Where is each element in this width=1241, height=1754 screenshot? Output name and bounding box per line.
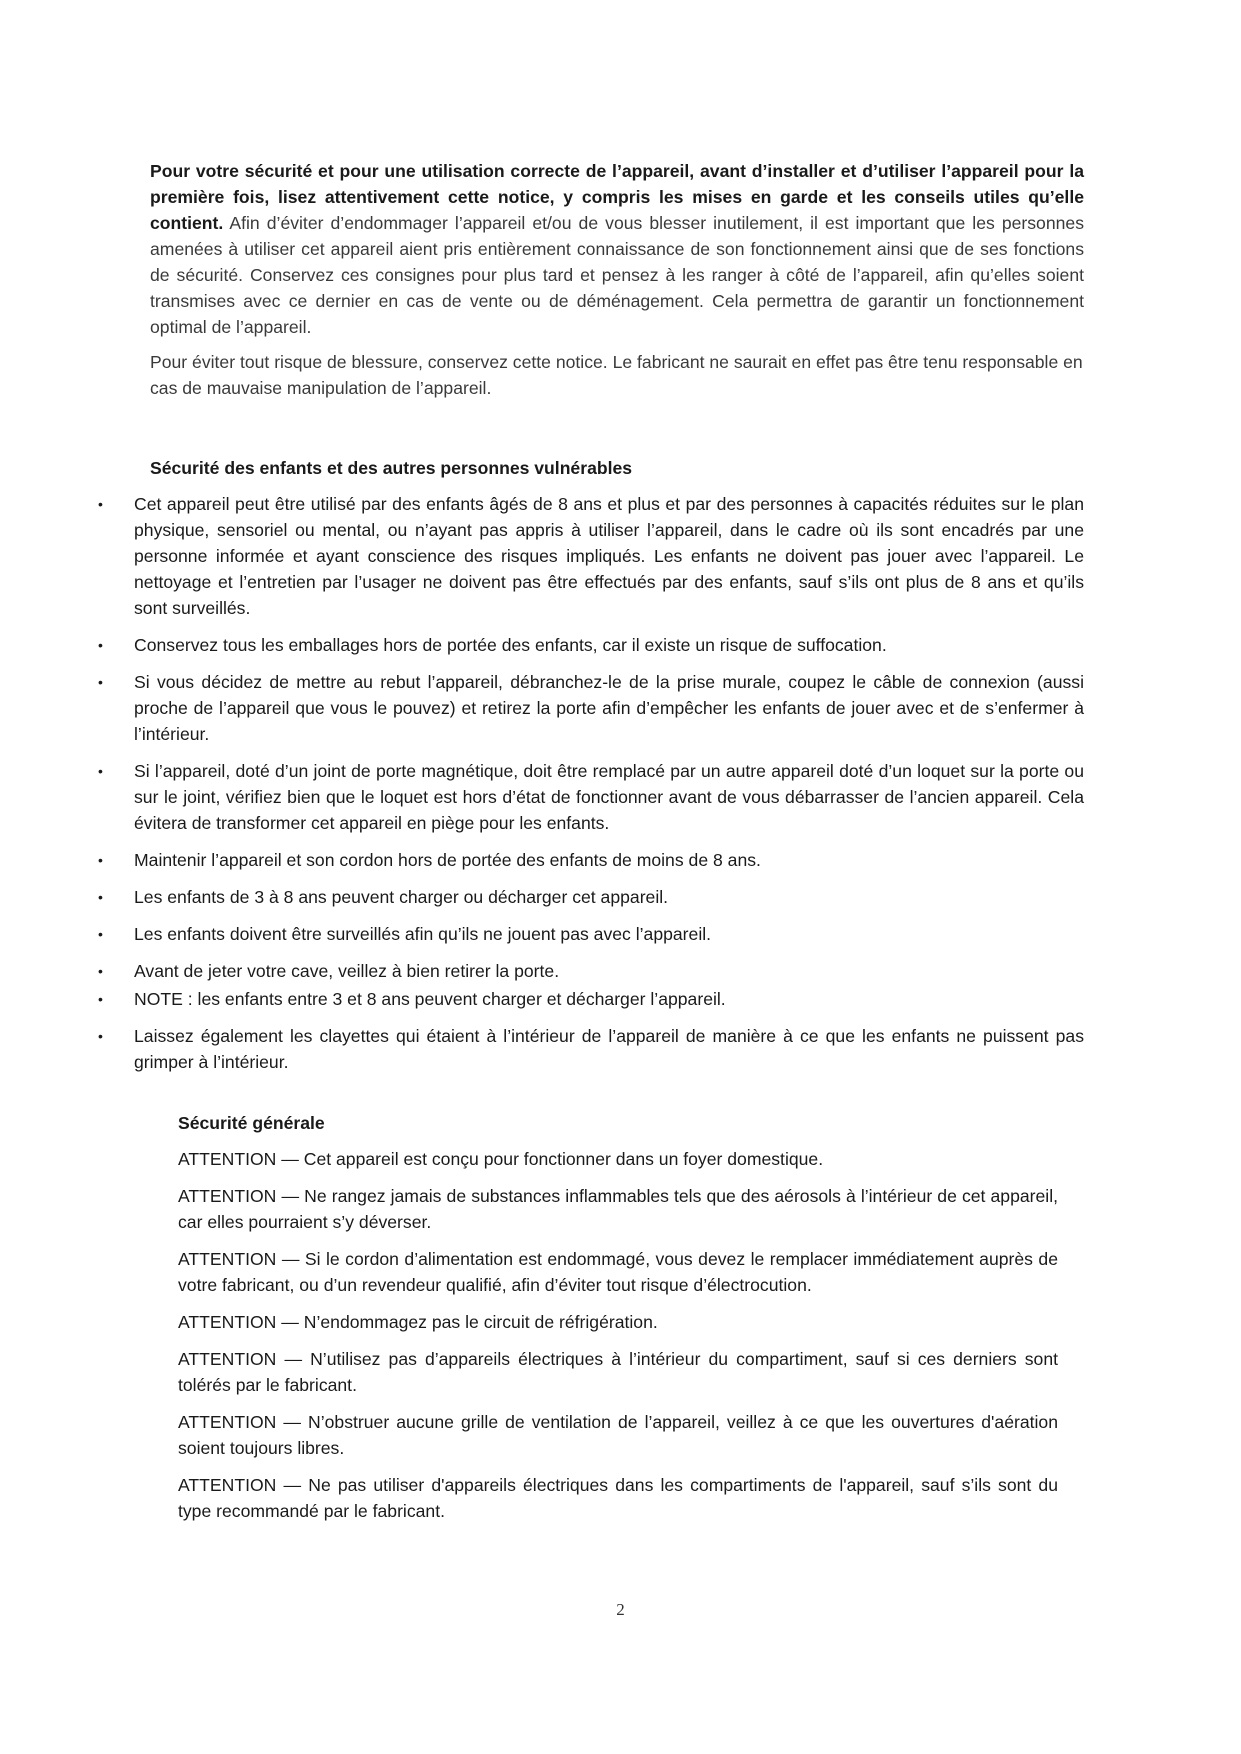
bullet-icon: • (98, 889, 103, 905)
list-item-text: NOTE : les enfants entre 3 et 8 ans peuvent charger et décharger l’appareil. (134, 989, 726, 1009)
list-item (98, 921, 1084, 947)
bullet-icon: • (98, 674, 103, 690)
bullet-icon: • (98, 637, 103, 653)
list-item-text: Les enfants de 3 à 8 ans peuvent charger ou décharger cet appareil. (134, 887, 669, 907)
children-safety-list (98, 491, 1084, 1086)
intro-rest: Afin d’éviter d’endommager l’appareil et/ou de vous blesser inutilement, il est important que les personnes amenées à utiliser cet appareil aient pris entièrement connaissance de son fonctionnement ainsi que de ses fonctions de sécurité. Conservez ces consignes pour plus tard et pensez à les ranger à côté de l’appareil, afin qu’elles soient transmises avec ce dernier en cas de vente ou de déménagement. Cela permettra de garantir un fonctionnement optimal de l’appareil. (150, 213, 1084, 337)
page-number: 2 (616, 1600, 625, 1619)
list-item (98, 986, 1084, 1012)
list-item (98, 958, 1084, 984)
list-item-text: Si vous décidez de mettre au rebut l’appareil, débranchez-le de la prise murale, coupez le câble de connexion (aussi proche de l’appareil que vous le pouvez) et retirez la porte afin d’empêcher les enfants de jouer avec et de s’enfermer à l’intérieur. (134, 672, 1084, 744)
list-item-text: Maintenir l’appareil et son cordon hors de portée des enfants de moins de 8 ans. (134, 850, 761, 870)
bullet-icon: • (98, 496, 103, 512)
bullet-icon: • (98, 963, 103, 979)
intro-bold-lead: Pour votre sécurité et pour une utilisation correcte de l’appareil, avant d’installer et d’utiliser l’appareil pour la première fois, lisez attentivement cette notice, y compris les mises en garde et les conseils utiles qu’elle contient (150, 161, 1084, 233)
bullet-icon: • (98, 763, 103, 779)
list-item (98, 632, 1084, 658)
warning-paragraph: ATTENTION — Ne pas utiliser d'appareils électriques dans les compartiments de l'appareil, sauf s’ils sont du type recommandé par le fabricant. (178, 1475, 1058, 1521)
bullet-icon: • (98, 991, 103, 1007)
list-item-text: Conservez tous les emballages hors de portée des enfants, car il existe un risque de suffocation. (134, 635, 887, 655)
list-item-text: Les enfants doivent être surveillés afin qu’ils ne jouent pas avec l’appareil. (134, 924, 712, 944)
intro-second-paragraph: Pour éviter tout risque de blessure, conservez cette notice. Le fabricant ne saurait en effet pas être tenu responsable en cas de mauvaise manipulation de l’appareil. (150, 352, 1083, 398)
warning-paragraph: ATTENTION — Ne rangez jamais de substances inflammables tels que des aérosols à l’intérieur de cet appareil, car elles pourraient s’y déverser. (178, 1186, 1058, 1232)
list-item (98, 758, 1084, 836)
list-item-text: Cet appareil peut être utilisé par des enfants âgés de 8 ans et plus et par des personnes à capacités réduites sur le plan physique, sensoriel ou mental, ou n’ayant pas appris à utiliser l’appareil, dans le cadre où ils sont encadrés par une personne informée et ayant conscience des risques impliqués. Les enfants ne doivent pas jouer avec l’appareil. Le nettoyage et l’entretien par l’usager ne doivent pas être effectués par des enfants, sauf s’ils ont plus de 8 ans et qu’ils sont surveillés. (134, 494, 1084, 618)
warning-paragraph: ATTENTION — N’utilisez pas d’appareils électriques à l’intérieur du compartiment, sauf si ces derniers sont tolérés par le fabricant. (178, 1349, 1058, 1395)
warning-paragraph: ATTENTION — N’endommagez pas le circuit de réfrigération. (178, 1312, 658, 1332)
general-safety-title: Sécurité générale (178, 1113, 325, 1133)
intro-paragraph (150, 158, 1084, 340)
list-item (98, 884, 1084, 910)
list-item-text: Avant de jeter votre cave, veillez à bien retirer la porte. (134, 961, 560, 981)
intro-block (150, 158, 1084, 401)
children-safety-title: Sécurité des enfants et des autres personnes vulnérables (150, 458, 633, 478)
list-item (98, 1023, 1084, 1075)
warning-paragraph: ATTENTION — Si le cordon d’alimentation est endommagé, vous devez le remplacer immédiatement auprès de votre fabricant, ou d’un revendeur qualifié, afin d’éviter tout risque d’électrocution. (178, 1249, 1058, 1295)
warning-paragraph: ATTENTION — Cet appareil est conçu pour fonctionner dans un foyer domestique. (178, 1149, 824, 1169)
list-item (98, 847, 1084, 873)
list-item (98, 491, 1084, 621)
list-item (98, 669, 1084, 747)
bullet-icon: • (98, 852, 103, 868)
list-item-text: Si l’appareil, doté d’un joint de porte magnétique, doit être remplacé par un autre appareil doté d’un loquet sur la porte ou sur le joint, vérifiez bien que le loquet est hors d’état de fonctionner avant de vous débarrasser de l’ancien appareil. Cela évitera de transformer cet appareil en piège pour les enfants. (134, 761, 1084, 833)
list-item-text: Laissez également les clayettes qui étaient à l’intérieur de l’appareil de manière à ce que les enfants ne puissent pas grimper à l’intérieur. (134, 1026, 1084, 1072)
bullet-icon: • (98, 1028, 103, 1044)
intro-bold-period: . (218, 213, 224, 233)
warning-paragraph: ATTENTION — N’obstruer aucune grille de ventilation de l’appareil, veillez à ce que les ouvertures d'aération soient toujours libres. (178, 1412, 1058, 1458)
general-safety-warnings (178, 1146, 1058, 1535)
bullet-icon: • (98, 926, 103, 942)
